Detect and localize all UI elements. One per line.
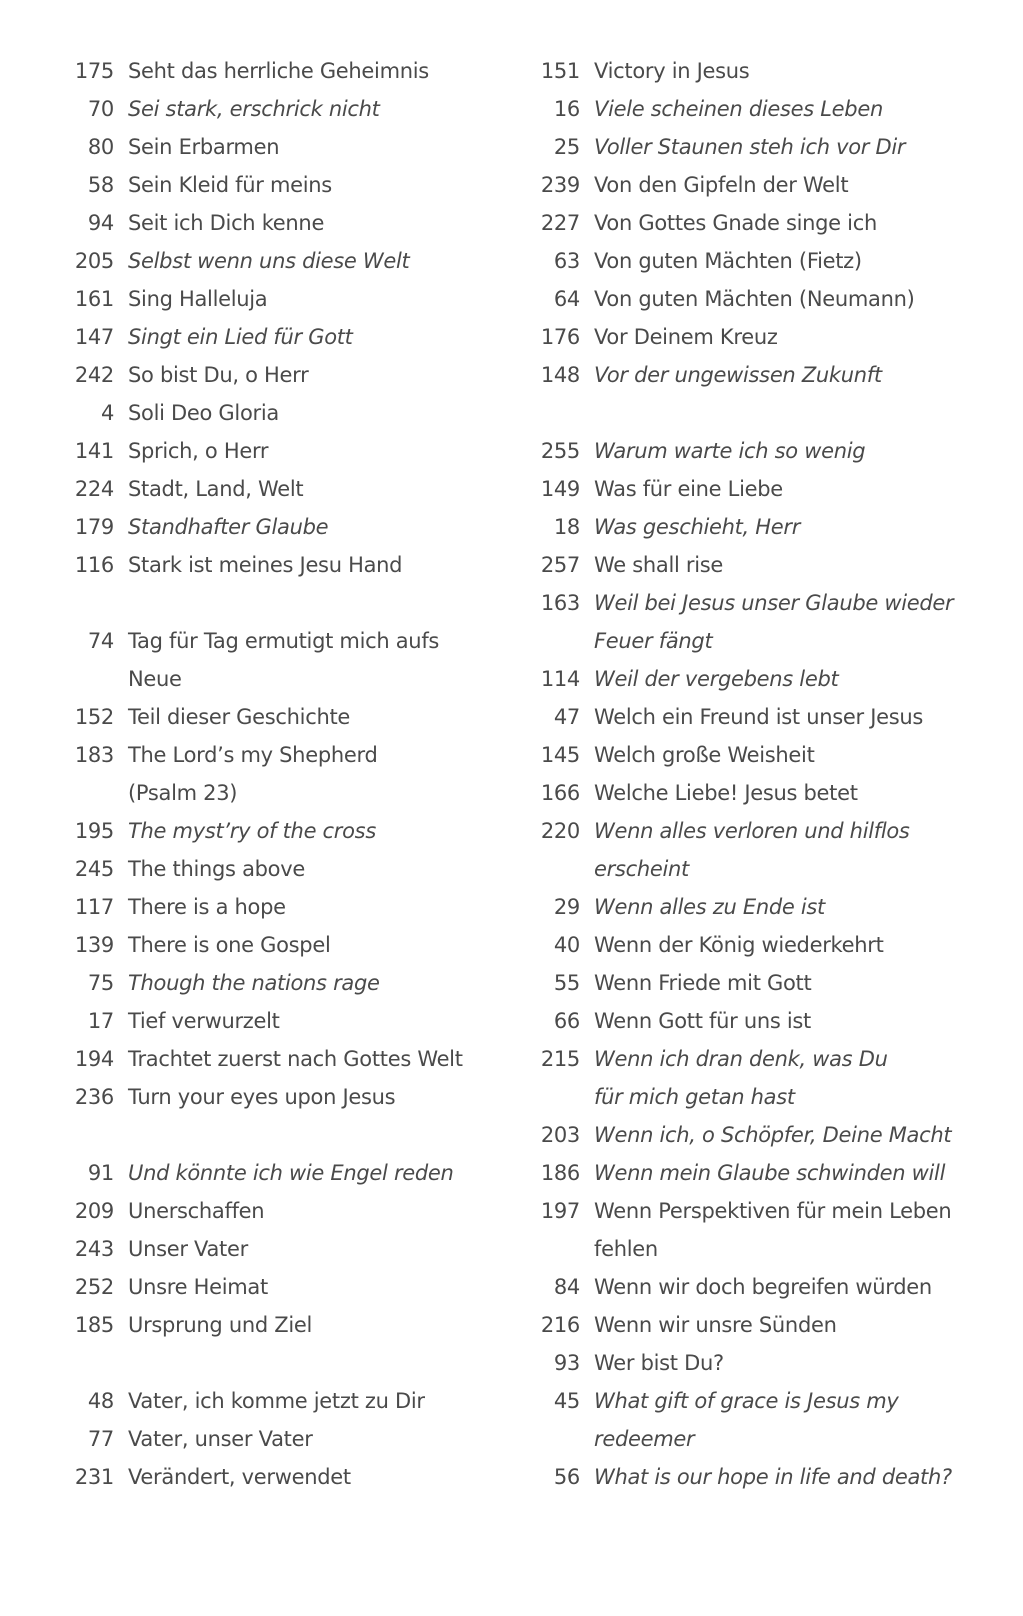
song-title: Wenn ich, o Schöpfer, Deine Macht	[594, 1123, 952, 1147]
song-title: Wenn Gott für uns ist	[594, 1009, 811, 1033]
song-title: Wenn mein Glaube schwinden will	[594, 1161, 946, 1185]
song-number: 47	[553, 705, 580, 729]
index-entry-continuation	[64, 660, 534, 698]
song-title-continuation: Neue	[128, 667, 182, 691]
index-entry-line	[64, 356, 534, 394]
index-entry-line	[64, 318, 534, 356]
song-number: 4	[100, 401, 114, 425]
song-number: 245	[74, 857, 114, 881]
index-entry[interactable]	[64, 546, 534, 584]
index-entry[interactable]	[64, 1040, 534, 1078]
song-title: There is one Gospel	[128, 933, 331, 957]
song-number: 179	[74, 515, 114, 539]
index-entry[interactable]	[530, 508, 1000, 546]
index-entry[interactable]	[64, 926, 534, 964]
index-entry[interactable]	[64, 850, 534, 888]
number-spacer	[530, 850, 580, 888]
song-title: Sei stark, erschrick nicht	[128, 97, 380, 121]
index-entry[interactable]	[64, 1002, 534, 1040]
index-entry-line	[530, 1382, 1000, 1420]
index-entry[interactable]	[530, 698, 1000, 736]
index-entry[interactable]	[64, 1268, 534, 1306]
index-entry-line	[64, 432, 534, 470]
song-title: Verändert, verwendet	[128, 1465, 351, 1489]
index-entry-line	[64, 1230, 534, 1268]
song-title: Welche Liebe! Jesus betet	[594, 781, 858, 805]
song-number: 151	[540, 59, 580, 83]
song-title: Von Gottes Gnade singe ich	[594, 211, 877, 235]
index-entry[interactable]	[64, 812, 534, 850]
index-entry[interactable]	[530, 1344, 1000, 1382]
index-entry-line	[530, 1268, 1000, 1306]
index-entry[interactable]	[530, 356, 1000, 394]
song-title-continuation: Feuer fängt	[594, 629, 713, 653]
song-title: Sing Halleluja	[128, 287, 268, 311]
song-number: 195	[74, 819, 114, 843]
index-entry[interactable]	[64, 1078, 534, 1116]
index-entry[interactable]	[64, 1382, 534, 1420]
number-spacer	[64, 660, 114, 698]
number-spacer	[530, 1230, 580, 1268]
index-column-right	[530, 52, 1000, 1496]
song-title-continuation: erscheint	[594, 857, 689, 881]
song-title-continuation: (Psalm 23)	[128, 781, 238, 805]
index-entry-line	[530, 204, 1000, 242]
index-entry-line	[64, 166, 534, 204]
song-number: 216	[540, 1313, 580, 1337]
index-entry[interactable]	[64, 166, 534, 204]
song-number: 18	[553, 515, 580, 539]
song-number: 161	[74, 287, 114, 311]
song-title: Weil der vergebens lebt	[594, 667, 839, 691]
song-title: Stark ist meines Jesu Hand	[128, 553, 403, 577]
index-entry[interactable]	[530, 204, 1000, 242]
index-entry-line	[530, 280, 1000, 318]
index-entry-line	[530, 774, 1000, 812]
song-number: 74	[87, 629, 114, 653]
song-number: 149	[540, 477, 580, 501]
letter-section-gap	[530, 394, 1000, 432]
song-title: Standhafter Glaube	[128, 515, 329, 539]
letter-section-gap	[64, 1344, 534, 1382]
song-title: Vor der ungewissen Zukunft	[594, 363, 882, 387]
song-title-continuation: redeemer	[594, 1427, 695, 1451]
index-entry-line	[64, 1154, 534, 1192]
song-number: 224	[74, 477, 114, 501]
index-entry-line	[530, 1040, 1000, 1078]
letter-section-gap	[64, 584, 534, 622]
index-entry-continuation	[530, 1420, 1000, 1458]
song-title: Und könnte ich wie Engel reden	[128, 1161, 454, 1185]
index-entry-line	[530, 242, 1000, 280]
index-entry-line	[64, 280, 534, 318]
index-entry[interactable]	[530, 888, 1000, 926]
song-number: 139	[74, 933, 114, 957]
song-number: 203	[540, 1123, 580, 1147]
song-title: The things above	[128, 857, 305, 881]
song-number: 215	[540, 1047, 580, 1071]
song-number: 93	[553, 1351, 580, 1375]
index-entry[interactable]	[530, 1268, 1000, 1306]
song-number: 17	[87, 1009, 114, 1033]
song-number: 186	[540, 1161, 580, 1185]
song-title: Was für eine Liebe	[594, 477, 783, 501]
index-entry-line	[64, 888, 534, 926]
song-title: Ursprung und Ziel	[128, 1313, 313, 1337]
song-title: There is a hope	[128, 895, 286, 919]
index-entry-line	[64, 90, 534, 128]
index-entry[interactable]	[64, 1192, 534, 1230]
index-entry-line	[530, 812, 1000, 850]
song-title-continuation: fehlen	[594, 1237, 658, 1261]
index-entry[interactable]	[64, 318, 534, 356]
song-title: Voller Staunen steh ich vor Dir	[594, 135, 906, 159]
index-entry-line	[530, 1344, 1000, 1382]
index-entry-line	[64, 736, 534, 774]
song-title: Wenn wir doch begreifen würden	[594, 1275, 932, 1299]
song-number: 80	[87, 135, 114, 159]
index-entry-line	[530, 1116, 1000, 1154]
song-number: 252	[74, 1275, 114, 1299]
song-number: 185	[74, 1313, 114, 1337]
index-entry[interactable]	[530, 280, 1000, 318]
song-number: 75	[87, 971, 114, 995]
song-title: So bist Du, o Herr	[128, 363, 309, 387]
song-title: Was geschieht, Herr	[594, 515, 801, 539]
song-title: Wer bist Du?	[594, 1351, 724, 1375]
index-entry-line	[530, 470, 1000, 508]
index-entry[interactable]	[64, 1458, 534, 1496]
index-entry-line	[64, 204, 534, 242]
index-entry[interactable]	[530, 774, 1000, 812]
index-entry[interactable]	[64, 1230, 534, 1268]
song-number: 166	[540, 781, 580, 805]
song-title: Singt ein Lied für Gott	[128, 325, 353, 349]
song-number: 16	[553, 97, 580, 121]
index-entry[interactable]	[64, 432, 534, 470]
index-entry-line	[530, 1002, 1000, 1040]
song-number: 91	[87, 1161, 114, 1185]
index-entry[interactable]	[530, 1306, 1000, 1344]
index-entry-line	[64, 1420, 534, 1458]
index-entry-line	[530, 660, 1000, 698]
index-entry-line	[64, 1458, 534, 1496]
song-number: 40	[553, 933, 580, 957]
song-number: 176	[540, 325, 580, 349]
song-title: Turn your eyes upon Jesus	[128, 1085, 396, 1109]
song-number: 116	[74, 553, 114, 577]
index-entry[interactable]	[64, 736, 534, 812]
index-entry[interactable]	[530, 52, 1000, 90]
song-title: We shall rise	[594, 553, 724, 577]
number-spacer	[530, 1420, 580, 1458]
index-entry-line	[530, 546, 1000, 584]
index-entry-line	[64, 394, 534, 432]
song-title: Selbst wenn uns diese Welt	[128, 249, 410, 273]
index-entry-line	[530, 926, 1000, 964]
song-number: 255	[540, 439, 580, 463]
index-entry[interactable]	[64, 1154, 534, 1192]
index-entry-line	[530, 128, 1000, 166]
song-title: Unerschaffen	[128, 1199, 265, 1223]
song-number: 25	[553, 135, 580, 159]
song-number: 257	[540, 553, 580, 577]
index-entry-line	[530, 166, 1000, 204]
song-number: 231	[74, 1465, 114, 1489]
song-title: Welch ein Freund ist unser Jesus	[594, 705, 924, 729]
index-entry[interactable]	[530, 90, 1000, 128]
song-number: 227	[540, 211, 580, 235]
index-entry[interactable]	[530, 242, 1000, 280]
index-entry[interactable]	[530, 432, 1000, 470]
index-entry-line	[64, 1382, 534, 1420]
index-entry-line	[64, 52, 534, 90]
index-entry[interactable]	[64, 1420, 534, 1458]
index-entry[interactable]	[64, 470, 534, 508]
song-title: Wenn ich dran denk, was Du	[594, 1047, 888, 1071]
index-entry-line	[530, 508, 1000, 546]
song-title: Wenn alles zu Ende ist	[594, 895, 825, 919]
song-title: Teil dieser Geschichte	[128, 705, 351, 729]
song-title: Warum warte ich so wenig	[594, 439, 866, 463]
index-entry[interactable]	[64, 622, 534, 698]
song-title: Tief verwurzelt	[128, 1009, 280, 1033]
song-number: 114	[540, 667, 580, 691]
song-title: What gift of grace is Jesus my	[594, 1389, 899, 1413]
song-number: 239	[540, 173, 580, 197]
song-number: 55	[553, 971, 580, 995]
song-number: 84	[553, 1275, 580, 1299]
index-entry-line	[64, 546, 534, 584]
song-number: 141	[74, 439, 114, 463]
song-number: 236	[74, 1085, 114, 1109]
song-number: 29	[553, 895, 580, 919]
song-title: The Lord’s my Shepherd	[128, 743, 378, 767]
song-title: Seit ich Dich kenne	[128, 211, 325, 235]
song-title: Von guten Mächten (Neumann)	[594, 287, 915, 311]
song-title: Though the nations rage	[128, 971, 380, 995]
index-entry[interactable]	[64, 90, 534, 128]
index-entry[interactable]	[64, 242, 534, 280]
number-spacer	[530, 1078, 580, 1116]
song-number: 148	[540, 363, 580, 387]
song-number: 194	[74, 1047, 114, 1071]
song-title: Seht das herrliche Geheimnis	[128, 59, 429, 83]
song-number: 163	[540, 591, 580, 615]
index-entry-continuation	[530, 1078, 1000, 1116]
index-entry[interactable]	[530, 736, 1000, 774]
song-title: Soli Deo Gloria	[128, 401, 279, 425]
index-entry[interactable]	[530, 1382, 1000, 1458]
index-entry-line	[530, 584, 1000, 622]
index-entry[interactable]	[530, 318, 1000, 356]
index-entry[interactable]	[530, 964, 1000, 1002]
song-title: Sein Erbarmen	[128, 135, 280, 159]
index-entry[interactable]	[64, 394, 534, 432]
index-entry-line	[64, 1268, 534, 1306]
song-number: 48	[87, 1389, 114, 1413]
song-number: 205	[74, 249, 114, 273]
index-entry-line	[530, 1306, 1000, 1344]
song-number: 45	[553, 1389, 580, 1413]
song-title: Sprich, o Herr	[128, 439, 269, 463]
song-number: 147	[74, 325, 114, 349]
index-entry-line	[64, 1192, 534, 1230]
index-entry[interactable]	[64, 128, 534, 166]
song-title: Vater, ich komme jetzt zu Dir	[128, 1389, 425, 1413]
index-entry-line	[64, 850, 534, 888]
song-number: 152	[74, 705, 114, 729]
index-entry[interactable]	[64, 964, 534, 1002]
song-number: 70	[87, 97, 114, 121]
song-title: Vater, unser Vater	[128, 1427, 313, 1451]
index-entry-line	[530, 1458, 1000, 1496]
index-entry-line	[530, 52, 1000, 90]
index-entry-line	[530, 90, 1000, 128]
index-entry-line	[530, 318, 1000, 356]
index-entry-line	[64, 128, 534, 166]
song-number: 197	[540, 1199, 580, 1223]
index-entry[interactable]	[530, 128, 1000, 166]
song-number: 63	[553, 249, 580, 273]
index-entry[interactable]	[64, 888, 534, 926]
index-entry[interactable]	[530, 546, 1000, 584]
index-entry-line	[530, 1154, 1000, 1192]
index-entry[interactable]	[64, 52, 534, 90]
index-entry[interactable]	[530, 1002, 1000, 1040]
song-number: 145	[540, 743, 580, 767]
song-title: Tag für Tag ermutigt mich aufs	[128, 629, 440, 653]
song-number: 66	[553, 1009, 580, 1033]
index-entry[interactable]	[64, 698, 534, 736]
song-title: Weil bei Jesus unser Glaube wieder	[594, 591, 954, 615]
index-entry-line	[530, 888, 1000, 926]
song-number: 77	[87, 1427, 114, 1451]
index-entry-line	[530, 736, 1000, 774]
index-entry-line	[64, 1002, 534, 1040]
index-entry[interactable]	[530, 926, 1000, 964]
song-number: 94	[87, 211, 114, 235]
song-title: Sein Kleid für meins	[128, 173, 332, 197]
index-entry-continuation	[530, 622, 1000, 660]
index-entry[interactable]	[530, 812, 1000, 888]
song-number: 243	[74, 1237, 114, 1261]
index-entry-line	[64, 1078, 534, 1116]
song-number: 220	[540, 819, 580, 843]
song-number: 58	[87, 173, 114, 197]
index-entry-line	[64, 622, 534, 660]
song-title: Von guten Mächten (Fietz)	[594, 249, 862, 273]
index-entry[interactable]	[530, 470, 1000, 508]
index-entry[interactable]	[530, 166, 1000, 204]
song-number: 56	[553, 1465, 580, 1489]
song-number: 64	[553, 287, 580, 311]
song-title: Wenn Perspektiven für mein Leben	[594, 1199, 952, 1223]
song-title: The myst’ry of the cross	[128, 819, 376, 843]
song-number: 175	[74, 59, 114, 83]
index-entry[interactable]	[64, 356, 534, 394]
song-title: Unser Vater	[128, 1237, 248, 1261]
song-number: 117	[74, 895, 114, 919]
index-entry-line	[530, 964, 1000, 1002]
song-title: Trachtet zuerst nach Gottes Welt	[128, 1047, 463, 1071]
number-spacer	[530, 622, 580, 660]
song-title: What is our hope in life and death?	[594, 1465, 952, 1489]
song-title: Viele scheinen dieses Leben	[594, 97, 883, 121]
index-entry[interactable]	[530, 660, 1000, 698]
index-entry-line	[64, 926, 534, 964]
song-number: 242	[74, 363, 114, 387]
index-entry-line	[64, 964, 534, 1002]
index-column-left	[64, 52, 534, 1496]
song-title: Stadt, Land, Welt	[128, 477, 304, 501]
index-entry-continuation	[530, 850, 1000, 888]
song-title-continuation: für mich getan hast	[594, 1085, 795, 1109]
index-entry-line	[530, 1192, 1000, 1230]
index-entry[interactable]	[530, 1458, 1000, 1496]
index-entry[interactable]	[64, 1306, 534, 1344]
index-entry-line	[64, 470, 534, 508]
index-entry[interactable]	[64, 280, 534, 318]
index-entry[interactable]	[64, 508, 534, 546]
song-title: Wenn alles verloren und hilflos	[594, 819, 910, 843]
song-title: Unsre Heimat	[128, 1275, 268, 1299]
index-entry[interactable]	[530, 1040, 1000, 1116]
song-title: Wenn wir unsre Sünden	[594, 1313, 837, 1337]
letter-section-gap	[64, 1116, 534, 1154]
song-number: 183	[74, 743, 114, 767]
index-entry[interactable]	[530, 584, 1000, 660]
song-title: Victory in Jesus	[594, 59, 750, 83]
index-entry-line	[64, 508, 534, 546]
song-title: Wenn Friede mit Gott	[594, 971, 812, 995]
index-entry-line	[64, 812, 534, 850]
index-entry-continuation	[64, 774, 534, 812]
index-entry-line	[64, 242, 534, 280]
index-entry-continuation	[530, 1230, 1000, 1268]
index-entry[interactable]	[530, 1116, 1000, 1154]
index-entry-line	[530, 356, 1000, 394]
index-entry[interactable]	[530, 1154, 1000, 1192]
song-title: Von den Gipfeln der Welt	[594, 173, 849, 197]
index-entry[interactable]	[530, 1192, 1000, 1268]
index-entry-line	[64, 1306, 534, 1344]
number-spacer	[64, 774, 114, 812]
song-title: Vor Deinem Kreuz	[594, 325, 778, 349]
index-entry-line	[64, 1040, 534, 1078]
song-title: Wenn der König wiederkehrt	[594, 933, 884, 957]
song-number: 209	[74, 1199, 114, 1223]
index-entry-line	[530, 432, 1000, 470]
song-title: Welch große Weisheit	[594, 743, 815, 767]
index-entry[interactable]	[64, 204, 534, 242]
index-entry-line	[530, 698, 1000, 736]
index-entry-line	[64, 698, 534, 736]
